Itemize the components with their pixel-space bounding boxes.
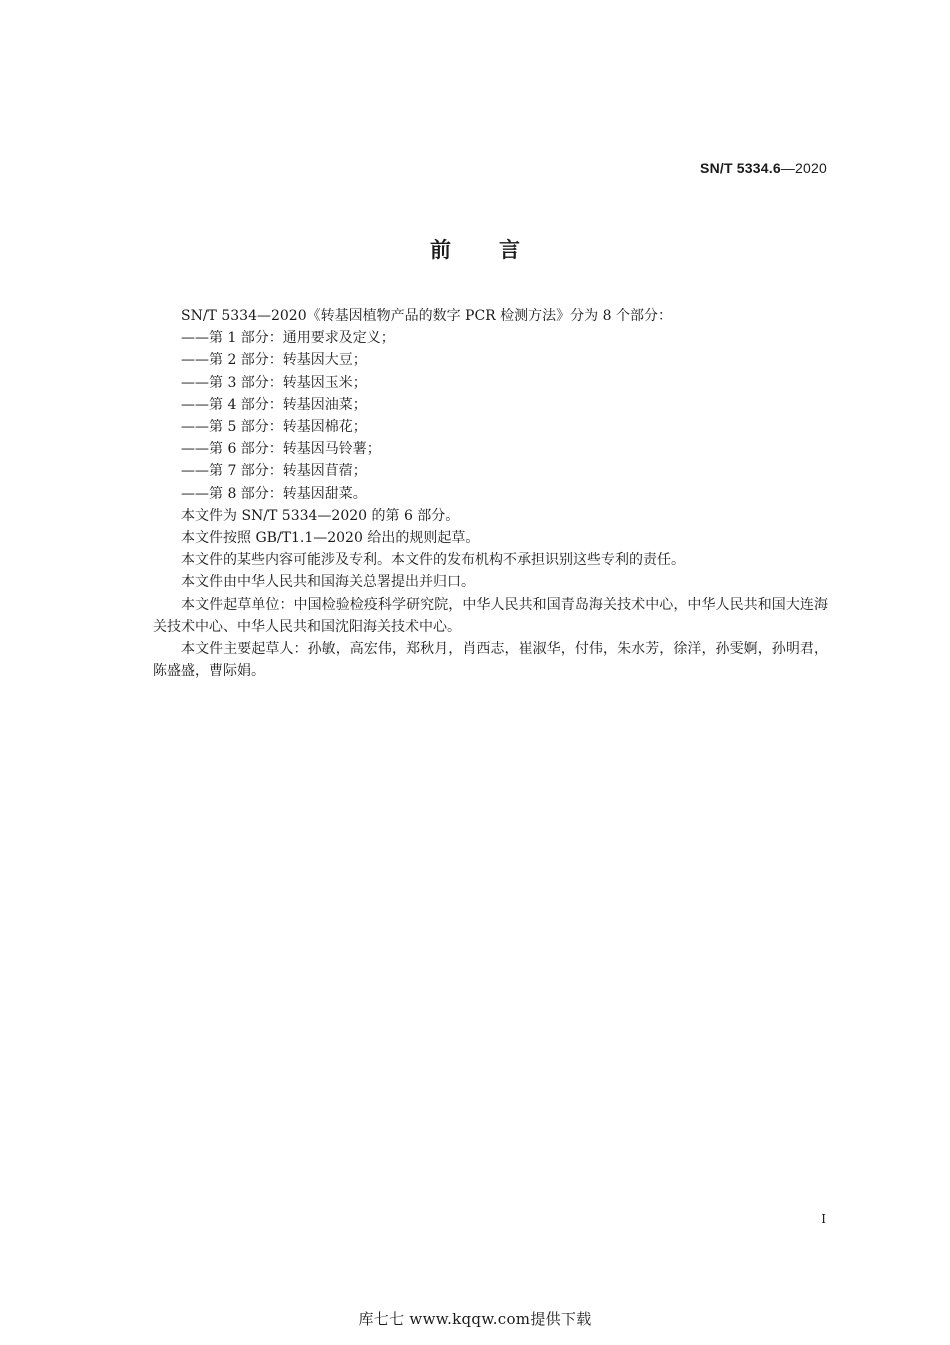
foreword-body bbox=[153, 305, 828, 682]
page-number: I bbox=[821, 1212, 826, 1226]
part-list-item: ——第 5 部分：转基因棉花； bbox=[181, 419, 367, 436]
page-title bbox=[0, 234, 950, 264]
download-footer: 库七七 www.kqqw.com提供下载 bbox=[358, 1310, 592, 1328]
statement-part-number: 本文件为 SN/T 5334—2020 的第 6 部分。 bbox=[181, 507, 460, 524]
part-list-item: ——第 6 部分：转基因马铃薯； bbox=[181, 441, 381, 458]
standard-code bbox=[700, 160, 827, 176]
statement-drafters: 本文件主要起草人：孙敏，高宏伟，郑秋月，肖西志，崔淑华，付伟，朱水芳，徐洋，孙雯婀，孙明君，陈盛盛，曹际娟。 bbox=[153, 641, 828, 680]
page-title-char-1: 前 bbox=[430, 238, 451, 262]
part-list-item: ——第 3 部分：转基因玉米； bbox=[181, 374, 367, 391]
foreword-intro: SN/T 5334—2020《转基因植物产品的数字 PCR 检测方法》分为 8 个部分： bbox=[181, 308, 672, 324]
statement-proposer: 本文件由中华人民共和国海关总署提出并归口。 bbox=[181, 574, 475, 591]
standard-code-year: —2020 bbox=[780, 160, 827, 176]
part-list-item: ——第 8 部分：转基因甜菜。 bbox=[181, 485, 367, 502]
part-list-item: ——第 1 部分：通用要求及定义； bbox=[181, 330, 395, 347]
statement-drafting-units: 本文件起草单位：中国检验检疫科学研究院，中华人民共和国青岛海关技术中心，中华人民共和国大连海关技术中心、中华人民共和国沈阳海关技术中心。 bbox=[153, 596, 828, 635]
statement-patent: 本文件的某些内容可能涉及专利。本文件的发布机构不承担识别这些专利的责任。 bbox=[181, 552, 685, 569]
standard-code-number: SN/T 5334.6 bbox=[700, 160, 781, 176]
part-list-item: ——第 2 部分：转基因大豆； bbox=[181, 352, 367, 369]
part-list-item: ——第 7 部分：转基因苜蓿； bbox=[181, 463, 367, 480]
statement-drafting-rules: 本文件按照 GB/T1.1—2020 给出的规则起草。 bbox=[181, 530, 480, 547]
part-list-item: ——第 4 部分：转基因油菜； bbox=[181, 396, 367, 413]
page-title-char-2: 言 bbox=[499, 238, 520, 262]
